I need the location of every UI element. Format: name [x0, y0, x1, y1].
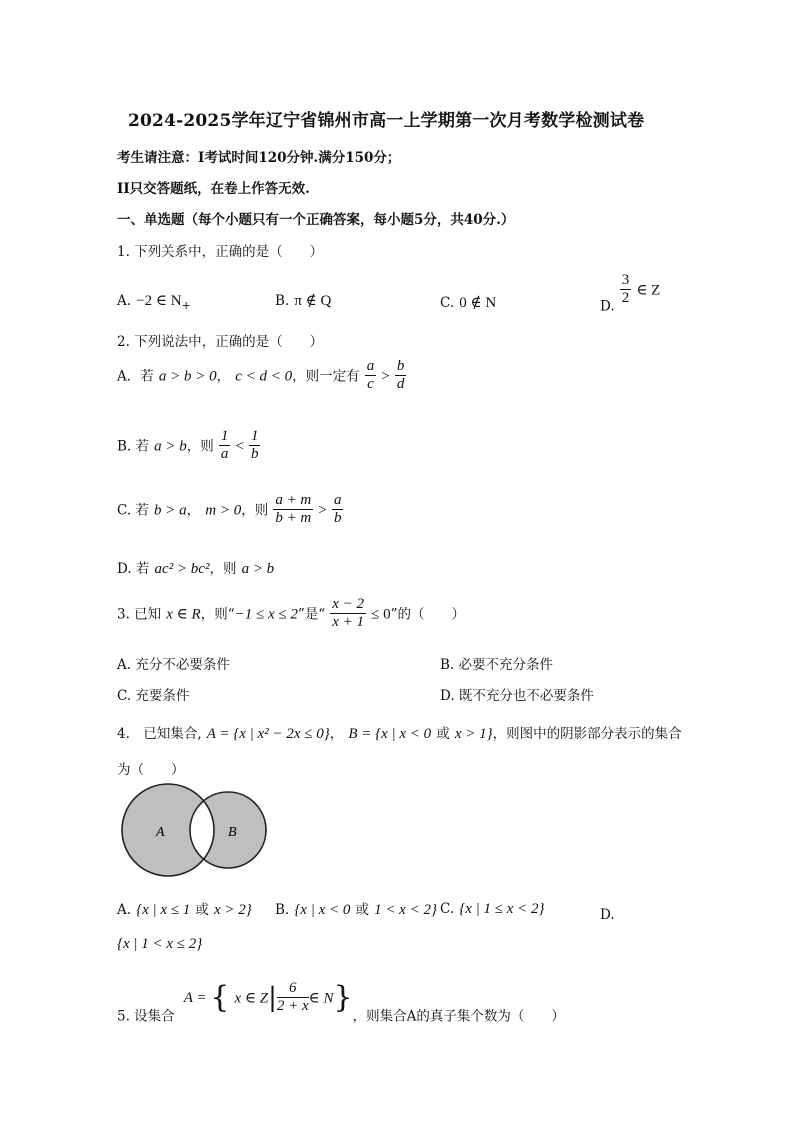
q3-option-c: C. 充要条件 [117, 688, 190, 704]
q3-option-a: A. 充分不必要条件 [117, 657, 230, 673]
q4-option-a [117, 898, 252, 919]
q2-option-d-label: D. 若 [117, 561, 150, 577]
q5-stem-post: ，则集合A的真子集个数为（ ） [352, 1008, 565, 1025]
q1-option-d-numerator: 3 [620, 272, 632, 290]
exam-notice-line1: 考生请注意：I考试时间120分钟.满分150分； [117, 150, 401, 166]
q4-option-b-post: 1 < x < 2} [374, 902, 437, 918]
q4-stem-post: ，则图中的阴影部分表示的集合 [492, 726, 682, 742]
q3-stem-mid: ”是“ [297, 606, 326, 623]
q2-option-c-cond1: b > a [154, 502, 187, 519]
q2-option-b-frac1-den: a [220, 446, 229, 463]
q4-option-b [275, 898, 437, 919]
q2-option-c-then: ，则 [241, 502, 269, 519]
q3-stem-fraction [330, 596, 366, 632]
q1-option-d [600, 272, 660, 314]
q2-option-b-frac2-den: b [250, 446, 259, 463]
q2-option-b-frac2 [249, 428, 261, 464]
q4-option-d-math: {x | 1 < x ≤ 2} [117, 936, 203, 952]
q2-option-a-frac1-num: a [365, 358, 377, 376]
q4-option-c-label: C. [440, 901, 455, 917]
q2-option-b-frac1 [219, 428, 231, 464]
q5-right-brace: } [333, 979, 353, 1015]
q1-stem: 1. 下列关系中，正确的是（ ） [117, 244, 324, 260]
q4-option-c [440, 898, 545, 918]
q1-option-d-fraction [620, 272, 632, 308]
q2-option-a-frac2 [395, 358, 407, 394]
q5-set-left: A = [183, 990, 211, 1007]
q2-option-b-then: ，则 [186, 438, 214, 455]
q3-stem-fraction-num: x − 2 [330, 596, 366, 614]
q2-option-a-frac2-num: b [395, 358, 407, 376]
q5-fraction-den: 2 + x [276, 998, 309, 1015]
q1-option-c-math: 0 ∉ N [459, 295, 497, 311]
q2-option-c-frac1-num: a + m [273, 492, 313, 510]
q3-stem-cond: −1 ≤ x ≤ 2 [234, 606, 298, 623]
q5-set-mid: x ∈ Z [234, 990, 269, 1007]
q2-option-c-frac2-num: a [332, 492, 344, 510]
q1-option-b-label: B. [275, 293, 290, 309]
q4-option-c-math: {x | 1 ≤ x < 2} [459, 901, 545, 917]
q4-stem-line2: 为（ ） [117, 762, 185, 778]
q2-option-d-then: ，则 [209, 561, 237, 577]
q1-option-d-tail: ∈ Z [636, 282, 661, 299]
q4-set-b-pre: B = {x | x < 0 [348, 726, 432, 742]
q1-option-b [275, 290, 331, 310]
q2-option-c-frac2 [332, 492, 344, 528]
q2-option-c-gt: > [318, 502, 327, 519]
q1-option-c-label: C. [440, 295, 455, 311]
q1-option-a-math: −2 ∈ N [136, 293, 182, 309]
q4-option-a-pre: {x | x ≤ 1 [136, 902, 191, 918]
q5-bar: | [268, 982, 277, 1013]
q2-option-a-cond2: c < d < 0 [235, 368, 293, 385]
q2-option-b-lt: < [235, 438, 244, 455]
venn-label-b: B [228, 825, 237, 840]
section-heading: 一、单选题（每个小题只有一个正确答案，每小题5分，共40分.） [117, 212, 515, 228]
q2-option-b [117, 428, 260, 464]
q1-option-a-label: A. [117, 293, 132, 309]
q3-stem-end: ”的（ ） [390, 606, 466, 623]
q5-stem [117, 980, 565, 1024]
q1-option-a [117, 290, 191, 312]
q2-option-d [117, 557, 274, 578]
q2-option-c [117, 492, 343, 528]
q2-option-a-frac2-den: d [396, 376, 405, 393]
q3-stem-le: ≤ 0 [371, 606, 391, 623]
q1-option-a-sub: + [181, 299, 191, 313]
q4-option-d-label: D. [600, 907, 615, 923]
q3-stem-x: x ∈ R [166, 606, 201, 623]
q2-option-a-comma: ， [216, 368, 231, 385]
q2-option-a-cond1: a > b > 0 [158, 368, 217, 385]
q4-sep: ， [329, 726, 344, 742]
q2-option-a [117, 358, 406, 394]
q4-stem [117, 722, 682, 743]
q2-option-c-cond2: m > 0 [205, 502, 242, 519]
venn-diagram [112, 780, 277, 880]
q4-set-a: A = {x | x² − 2x ≤ 0} [206, 726, 330, 742]
q4-option-a-post: x > 2} [214, 902, 252, 918]
q3-stem [117, 596, 465, 632]
q2-option-c-frac2-den: b [333, 510, 342, 527]
q3-option-d: D. 既不充分也不必要条件 [440, 688, 594, 704]
q2-option-b-frac1-num: 1 [219, 428, 231, 446]
q1-option-d-denominator: 2 [621, 290, 630, 307]
q2-option-a-then: ，则一定有 [292, 368, 360, 385]
q2-option-c-comma: ， [186, 502, 201, 519]
q2-option-c-frac1-den: b + m [275, 510, 312, 527]
q2-option-a-frac1-den: c [367, 376, 374, 393]
q4-option-b-pre: {x | x < 0 [294, 902, 351, 918]
exam-notice-line2: II只交答题纸，在卷上作答无效. [117, 181, 310, 197]
q1-option-d-label: D. [600, 298, 615, 315]
q4-option-b-label: B. [275, 902, 290, 918]
q4-option-b-or: 或 [355, 902, 369, 918]
q5-fraction-num: 6 [277, 980, 309, 998]
q2-option-c-frac1 [273, 492, 313, 528]
page-title: 2024-2025学年辽宁省锦州市高一上学期第一次月考数学检测试卷 [128, 111, 645, 131]
q1-option-c [440, 292, 496, 312]
q4-stem-pre: 4. 已知集合, [117, 726, 202, 742]
q4-set-b-or: 或 [436, 726, 450, 742]
q5-set-right: ∈ N [308, 990, 334, 1007]
q4-set-b-post: x > 1} [454, 726, 493, 742]
q5-fraction [277, 980, 309, 1016]
q2-stem: 2. 下列说法中，正确的是（ ） [117, 334, 324, 350]
q4-option-a-or: 或 [195, 902, 209, 918]
q2-option-b-cond: a > b [154, 438, 187, 455]
q2-option-b-frac2-num: 1 [249, 428, 261, 446]
q2-option-a-gt: > [381, 368, 390, 385]
q3-stem-then: ，则“ [200, 606, 235, 623]
q5-stem-pre: 5. 设集合 [117, 1008, 175, 1025]
q3-stem-fraction-den: x + 1 [332, 614, 365, 631]
q2-option-d-result: a > b [241, 561, 275, 577]
q1-option-b-math: π ∉ Q [294, 293, 332, 309]
q2-option-a-frac1 [365, 358, 377, 394]
q2-option-b-label: B. 若 [117, 438, 150, 455]
venn-label-a: A [156, 825, 165, 840]
q5-left-brace: { [210, 979, 230, 1015]
q3-stem-pre: 3. 已知 [117, 606, 162, 623]
q4-option-a-label: A. [117, 902, 132, 918]
q2-option-c-label: C. 若 [117, 502, 149, 519]
q2-option-d-cond: ac² > bc² [154, 561, 210, 577]
q3-option-b: B. 必要不充分条件 [440, 657, 554, 673]
q2-option-a-label: A．若 [117, 368, 154, 385]
